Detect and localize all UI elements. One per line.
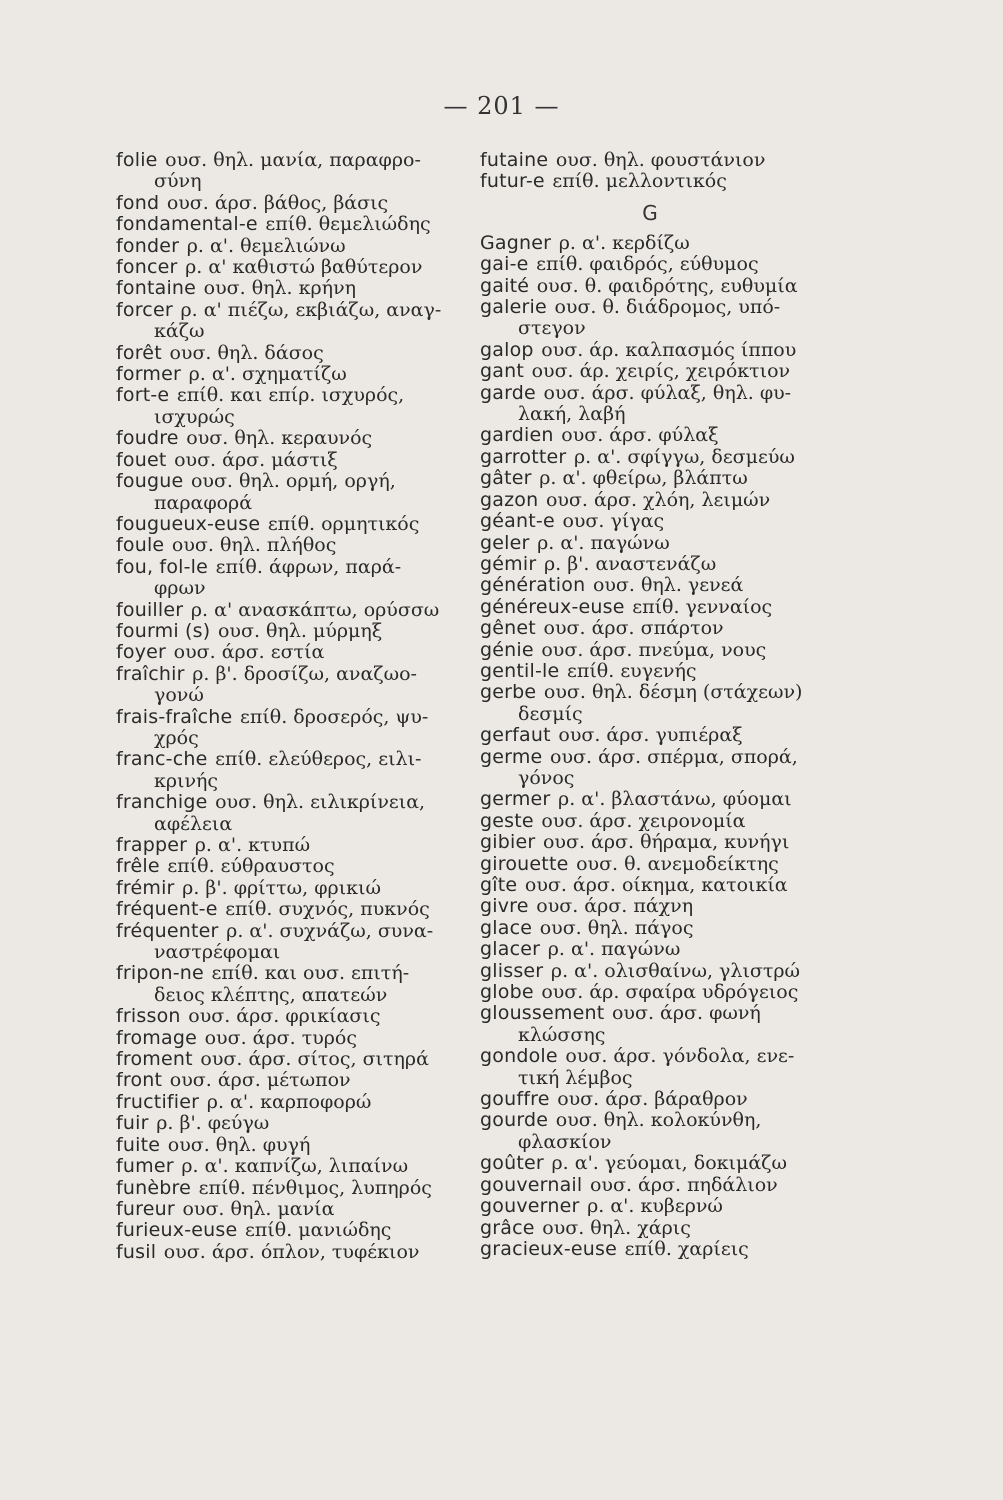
entry-headword: gracieux-euse [480,1237,617,1260]
dictionary-entry [116,664,468,707]
entry-headword: fripon-ne [116,962,204,985]
entry-definition-continued: δειος κλέπτης, απατεών [154,983,388,1006]
dictionary-entry [480,597,820,618]
entry-headword: foncer [116,256,178,279]
entry-definition: ουσ. άρσ. γόνδολα, ενε- [565,1045,795,1068]
dictionary-entry [116,1242,468,1263]
entry-definition-continued: αφέλεια [154,812,233,835]
entry-headword: girouette [480,852,569,875]
entry-definition: ουσ. άρσ. φωνή [611,1002,761,1025]
page-number: — 201 — [443,92,560,120]
dictionary-entry [116,642,468,663]
entry-headword: fusil [116,1240,157,1263]
entry-headword: glacer [480,938,541,961]
entry-headword: gerfaut [480,724,551,747]
dictionary-entry [480,618,820,639]
entry-headword: geste [480,809,534,832]
entry-headword: front [116,1069,163,1092]
entry-definition: επίθ. φαιδρός, εύθυμος [536,253,759,276]
dictionary-entry [480,1196,820,1217]
entry-headword: former [116,363,182,386]
entry-definition: ρ. α'. φθείρω, βλάπτω [539,467,748,490]
dictionary-entry [480,832,820,853]
entry-definition: ουσ. θ. φαιδρότης, ευθυμία [536,274,798,297]
entry-headword: foule [116,534,165,557]
entry-headword: funèbre [116,1176,192,1199]
dictionary-entry [116,535,468,556]
entry-headword: gouffre [480,1088,550,1111]
dictionary-entry [116,471,468,514]
dictionary-entry [480,150,820,171]
entry-headword: franc-che [116,748,208,771]
entry-definition: ουσ. θηλ. κολοκύνθη, [555,1109,762,1132]
dictionary-entry [116,278,468,299]
entry-definition: ουσ. άρσ. βάθος, βάσις [166,191,389,214]
entry-definition: επίθ. ευγενής [567,659,697,682]
dictionary-entry [480,1239,820,1260]
entry-headword: gant [480,360,524,383]
dictionary-entry [480,1089,820,1110]
entry-definition-continued: γονώ [154,684,204,707]
entry-definition: ουσ. άρσ. βάραθρον [557,1088,748,1111]
dictionary-entry [480,575,820,596]
dictionary-entry [116,621,468,642]
right-column-g-entries [480,233,820,1261]
dictionary-entry [116,514,468,535]
entry-definition: ρ. α'. καρποφορώ [206,1090,372,1113]
dictionary-entry [480,661,820,682]
entry-definition: ουσ. άρσ. όπλον, τυφέκιον [163,1240,420,1263]
dictionary-entry [116,1135,468,1156]
entry-definition: επίθ. ορμητικός [267,512,420,535]
dictionary-entry [116,1156,468,1177]
entry-definition: επίθ. θεμελιώδης [265,213,431,236]
entry-definition: ρ. α' ανασκάπτω, ορύσσω [190,598,440,621]
entry-definition: ρ. α'. κτυπώ [194,834,311,856]
dictionary-entry [116,1006,468,1027]
entry-definition: ουσ. άρσ. οίκημα, κατοικία [524,874,788,896]
entry-definition: ουσ. θηλ. δάσος [169,341,324,364]
right-column-f-entries [480,150,820,193]
entry-definition: ουσ. θηλ. χάρις [542,1216,691,1239]
entry-definition: ουσ. άρσ. πνεύμα, νους [541,638,767,661]
entry-definition: ρ. α'. κυβερνώ [587,1195,723,1218]
dictionary-entry [480,1046,820,1089]
entry-definition-continued: φλασκίον [518,1130,612,1153]
entry-headword: génie [480,638,534,661]
dictionary-entry [116,557,468,600]
dictionary-entry [116,1049,468,1070]
entry-headword: gentil-le [480,659,560,682]
dictionary-entry [116,385,468,428]
entry-definition: ρ. α'. σφίγγω, δεσμεύω [574,445,795,468]
dictionary-entry [116,792,468,835]
entry-definition: ουσ. άρσ. θήραμα, κυνήγι [542,831,790,854]
entry-definition: επίθ. και επίρ. ισχυρός, [176,384,405,407]
entry-headword: foyer [116,641,167,664]
dictionary-entry [116,921,468,964]
dictionary-entry [480,854,820,875]
entry-definition: ουσ. θηλ. κεραυνός [186,427,373,450]
entry-headword: futaine [480,149,549,171]
entry-headword: fond [116,191,160,214]
left-column [116,150,468,1263]
entry-definition: ρ. α'. ολισθαίνω, γλιστρώ [550,959,801,982]
dictionary-entry [480,254,820,275]
dictionary-entry [480,896,820,917]
dictionary-entry [116,257,468,278]
entry-definition: ουσ. άρσ. εστία [173,641,325,664]
entry-definition: ρ. α' πιέζω, εκβιάζω, αναγ- [180,298,442,321]
entry-headword: germer [480,788,551,811]
entry-definition-continued: παραφορά [154,491,253,514]
right-column [480,150,820,1260]
dictionary-entry [116,1028,468,1049]
entry-headword: gai-e [480,253,529,276]
entry-definition: ουσ. άρσ. σπάρτον [543,617,724,640]
entry-definition: ουσ. θηλ. γενεά [592,574,744,597]
entry-headword: gouvernail [480,1173,583,1196]
entry-definition: ουσ. άρσ. φύλαξ [561,424,719,447]
dictionary-entry [480,982,820,1003]
entry-headword: futur-e [480,170,545,193]
dictionary-entry [116,428,468,449]
entry-definition: ουσ. θηλ. φυγή [167,1133,311,1156]
entry-definition: ουσ. θηλ. φουστάνιον [555,149,766,171]
entry-definition-continued: γόνος [518,766,575,789]
entry-headword: germe [480,745,543,768]
entry-headword: gardien [480,424,554,447]
dictionary-entry [116,835,468,856]
entry-headword: gênet [480,617,536,640]
dictionary-entry [480,1218,820,1239]
dictionary-entry [480,297,820,340]
entry-headword: glisser [480,959,544,982]
entry-headword: grâce [480,1216,535,1239]
entry-definition-continued: λακή, λαβή [518,403,626,426]
entry-headword: fuir [116,1112,149,1135]
dictionary-entry [116,878,468,899]
entry-headword: forcer [116,298,173,321]
dictionary-entry [480,747,820,790]
entry-definition: ρ. β'. φεύγω [156,1112,270,1135]
dictionary-entry [480,1110,820,1153]
entry-definition: ρ. α'. παγώνω [547,938,681,961]
dictionary-entry [480,233,820,254]
entry-headword: fraîchir [116,662,185,685]
entry-definition: ρ. α'. παγώνω [537,531,670,554]
entry-definition: ρ. α'. θεμελιώνω [186,234,346,257]
entry-headword: Gagner [480,231,552,254]
entry-definition: ουσ. άρσ. πάχνη [536,895,694,918]
entry-headword: geler [480,531,530,554]
entry-definition-continued: ισχυρώς [154,405,235,428]
entry-definition: ρ. α'. σχηματίζω [188,363,347,386]
dictionary-entry [480,533,820,554]
entry-definition: επίθ. μελλοντικός [552,170,727,193]
dictionary-entry [116,707,468,750]
entry-definition-continued: στεγον [518,317,586,340]
entry-headword: gibier [480,831,536,854]
dictionary-entry [116,343,468,364]
entry-headword: glace [480,916,533,939]
entry-headword: galerie [480,296,547,319]
entry-definition-continued: χρός [154,726,199,749]
entry-definition: ρ. β'. δροσίζω, αναζωο- [192,662,417,685]
dictionary-entry [116,1113,468,1134]
entry-definition-continued: κρινής [154,769,219,792]
entry-definition: επίθ. δροσερός, ψυ- [239,705,429,728]
entry-definition: ρ. α'. καπνίζω, λιπαίνω [181,1155,409,1178]
entry-definition: ρ. β'. αναστενάζω [543,552,717,575]
dictionary-entry [116,1092,468,1113]
entry-headword: fougueux-euse [116,512,261,535]
entry-headword: fourmi (s) [116,619,211,642]
dictionary-entry [116,450,468,471]
entry-definition: επίθ. ελεύθερος, ειλι- [215,748,422,771]
entry-definition: ουσ. θηλ. κρήνη [203,277,356,300]
entry-headword: gondole [480,1045,558,1068]
entry-definition: ουσ. άρσ. τυρός [204,1026,358,1049]
entry-headword: garrotter [480,445,567,468]
entry-headword: frais-fraîche [116,705,233,728]
entry-headword: fructifier [116,1090,200,1113]
entry-headword: fouet [116,448,167,471]
entry-definition: ουσ. άρ. χειρίς, χειρόκτιον [531,360,791,383]
entry-definition: επίθ. πένθιμος, λυπηρός [198,1176,432,1199]
dictionary-entry [480,340,820,361]
entry-definition: ουσ. θηλ. μανία [182,1197,335,1220]
entry-definition: επίθ. εύθραυστος [167,855,335,878]
entry-headword: génération [480,574,586,597]
dictionary-entry [480,961,820,982]
entry-headword: fougue [116,470,184,493]
entry-headword: fonder [116,234,180,257]
entry-definition: ρ. α'. γεύομαι, δοκιμάζω [551,1152,787,1175]
entry-headword: gourde [480,1109,549,1132]
entry-headword: gazon [480,488,539,511]
dictionary-entry [116,600,468,621]
entry-definition: ουσ. γίγας [562,510,665,533]
dictionary-entry [116,300,468,343]
entry-definition: ουσ. θηλ. μανία, παραφρο- [165,149,421,171]
entry-definition: ουσ. θ. ανεμοδείκτης [576,852,779,875]
entry-definition: ουσ. θηλ. ειλικρίνεια, [215,791,426,814]
dictionary-entry [116,150,468,193]
entry-definition: ουσ. θηλ. μύρμηξ [217,619,383,642]
entry-definition: επίθ. συχνός, πυκνός [225,898,430,921]
entry-definition: ουσ. θηλ. ορμή, οργή, [190,470,396,493]
entry-headword: gîte [480,874,518,896]
entry-headword: fou, fol-le [116,555,209,578]
dictionary-entry [116,1199,468,1220]
entry-definition: ρ. α'. βλαστάνω, φύομαι [558,788,792,811]
entry-definition: ρ. α'. κερδίζω [558,231,690,254]
entry-headword: fouiller [116,598,184,621]
dictionary-entry [480,789,820,810]
entry-definition: ουσ. άρσ. χλόη, λειμών [545,488,771,511]
dictionary-entry [480,682,820,725]
dictionary-entry [480,171,820,192]
dictionary-entry [116,364,468,385]
dictionary-entry [480,1175,820,1196]
entry-headword: gémir [480,552,537,575]
entry-definition: ουσ. θηλ. δέσμη (στάχεων) [543,681,803,704]
entry-headword: gaité [480,274,530,297]
dictionary-entry [480,554,820,575]
entry-definition: ουσ. άρσ. μάστιξ [174,448,338,471]
entry-headword: fumer [116,1155,174,1178]
entry-headword: gouverner [480,1195,580,1218]
dictionary-entry [480,511,820,532]
entry-definition-continued: σύνη [154,170,202,193]
entry-definition: ουσ. θηλ. πλήθος [171,534,337,557]
entry-definition: ουσ. άρσ. γυπιέραξ [558,724,743,747]
entry-definition: ουσ. άρσ. φρικίασις [188,1005,381,1028]
dictionary-entry [480,725,820,746]
dictionary-entry [116,963,468,1006]
entry-headword: fréquent-e [116,898,218,921]
entry-headword: fromage [116,1026,198,1049]
dictionary-entry [480,383,820,426]
entry-headword: frêle [116,855,160,878]
entry-headword: fureur [116,1197,175,1220]
entry-definition: ουσ. άρσ. πηδάλιον [589,1173,778,1196]
entry-headword: fondamental-e [116,213,258,236]
dictionary-entry [480,447,820,468]
entry-headword: généreux-euse [480,595,625,618]
dictionary-entry [116,856,468,877]
entry-definition-continued: δεσμίς [518,702,583,725]
entry-definition: ουσ. άρσ. σπέρμα, σπορά, [550,745,798,768]
entry-definition: ουσ. θηλ. πάγος [539,916,694,939]
dictionary-entry [480,875,820,896]
entry-headword: forêt [116,341,162,364]
entry-definition: ουσ. θ. διάδρομος, υπό- [554,296,781,319]
entry-headword: foudre [116,427,179,450]
dictionary-entry [480,640,820,661]
entry-definition: επίθ. και ουσ. επιτή- [211,962,410,985]
dictionary-entry [116,193,468,214]
dictionary-entry [480,939,820,960]
dictionary-entry [116,1070,468,1091]
entry-definition-continued: ναστρέφομαι [154,941,281,964]
entry-definition: επίθ. γενναίος [632,595,773,618]
entry-headword: frapper [116,834,188,856]
dictionary-entry [480,276,820,297]
dictionary-entry [480,490,820,511]
entry-definition: ρ. α'. συχνάζω, συνα- [226,919,434,942]
entry-definition: ουσ. άρ. σφαίρα υδρόγειος [541,981,799,1004]
entry-headword: folie [116,149,158,171]
entry-definition: ουσ. άρσ. χειρονομία [541,809,746,832]
entry-headword: goûter [480,1152,544,1175]
entry-definition: επίθ. άφρων, παρά- [215,555,402,578]
entry-definition-continued: κάζω [154,320,205,343]
entry-headword: globe [480,981,534,1004]
dictionary-entry [480,468,820,489]
dictionary-entry [480,1153,820,1174]
dictionary-entry [116,236,468,257]
dictionary-entry [116,214,468,235]
entry-headword: furieux-euse [116,1219,238,1242]
section-letter: G [642,200,658,225]
dictionary-entry [116,1220,468,1241]
entry-headword: gâter [480,467,532,490]
entry-definition-continued: φρων [154,577,206,600]
dictionary-entry [480,361,820,382]
dictionary-entry [116,899,468,920]
entry-headword: fort-e [116,384,170,407]
entry-headword: géant-e [480,510,555,533]
entry-headword: frisson [116,1005,181,1028]
entry-definition: ουσ. άρ. καλπασμός ίππου [541,338,797,361]
entry-headword: fuite [116,1133,161,1156]
dictionary-entry [480,811,820,832]
entry-definition-continued: τική λέμβος [518,1066,633,1089]
entry-definition: ουσ. άρσ. μέτωπον [169,1069,351,1092]
dictionary-entry [116,749,468,792]
dictionary-entry [480,1003,820,1046]
entry-headword: galop [480,338,534,361]
entry-definition: ρ. α' καθιστώ βαθύτερον [185,256,423,279]
entry-definition: επίθ. χαρίεις [624,1237,749,1260]
entry-headword: froment [116,1048,193,1071]
dictionary-entry [480,918,820,939]
entry-definition: ουσ. άρσ. φύλαξ, θηλ. φυ- [543,381,792,404]
dictionary-entry [480,425,820,446]
entry-definition-continued: κλώσσης [518,1023,606,1046]
entry-definition: ουσ. άρσ. σίτος, σιτηρά [200,1048,429,1071]
entry-definition: ρ. β'. φρίττω, φρικιώ [182,876,381,899]
entry-headword: gloussement [480,1002,605,1025]
entry-headword: givre [480,895,529,918]
entry-headword: gerbe [480,681,537,704]
entry-headword: franchige [116,791,208,814]
entry-headword: fontaine [116,277,197,300]
entry-definition: επίθ. μανιώδης [244,1219,392,1242]
dictionary-entry [116,1178,468,1199]
entry-headword: frémir [116,876,175,899]
entry-headword: fréquenter [116,919,219,942]
entry-headword: garde [480,381,536,404]
